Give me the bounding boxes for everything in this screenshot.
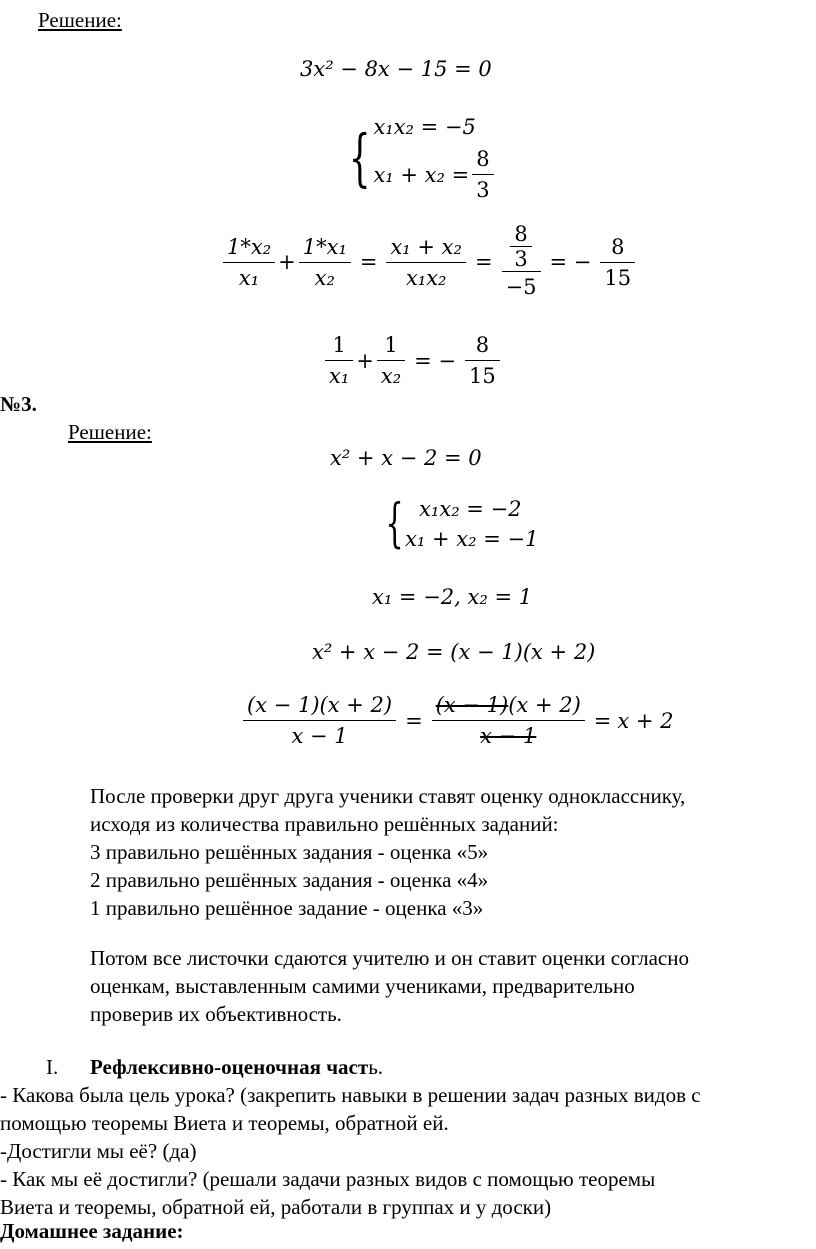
task3-equation: x² + x − 2 = 0 xyxy=(330,446,482,470)
task3-number: №3. xyxy=(0,392,37,416)
task2-system xyxy=(340,110,497,205)
result-frac1: $\frac{1}{\text{x₁}}$ xyxy=(325,330,353,391)
reflection-numeral: I. xyxy=(46,1055,59,1079)
teacher-paragraph: Потом все листочки сдаются учителю и он ставит оценки согласно оценкам, выставленным самими учениками, предварительно проверив их объективность. xyxy=(90,946,689,1026)
task2-expression: $\frac{\text{1*x₂}}{\text{x₁}}$ + $\frac{\text{1*x₁}}{\text{x₂}}$ = $\frac{\text{x₁ + x₂}}{\text{x₁x₂}}$ = $\frac{\frac{8}{3}}{-5}$ = − $\frac{8}{15}$ xyxy=(220,222,638,302)
task3-system xyxy=(378,494,538,554)
task2-system-line1: x₁x₂ = −5 xyxy=(373,115,476,139)
task3-roots: x₁ = −2, x₂ = 1 xyxy=(372,585,533,609)
task2-system-line2-left: x₁ + x₂ = xyxy=(373,162,470,187)
expr-frac4: $\frac{\frac{8}{3}}{-5}$ xyxy=(502,222,541,302)
task3-solution-label: Решение: xyxy=(68,420,152,444)
expr-frac2: $\frac{\text{1*x₁}}{\text{x₂}}$ xyxy=(299,232,351,293)
reflection-questions: - Какова была цель урока? (закрепить навыки в решении задач разных видов с помощью теоремы Виета и теоремы, обратной ей. -Достигли мы её? (да) - Как мы её достигли? (решали задачи разных видов с помощью теоремы Виета и теоремы, обратной ей, работали в группах и у доски) xyxy=(0,1083,701,1219)
task3-result: x + 2 xyxy=(617,708,674,733)
expr-frac1: $\frac{\text{1*x₂}}{\text{x₁}}$ xyxy=(223,232,275,293)
result-frac2: $\frac{1}{\text{x₂}}$ xyxy=(377,330,405,391)
task2-system-fraction: $\frac{8}{3}$ xyxy=(472,144,493,205)
task3-simplification: $\frac{(x - 1)(x + 2)}{x - 1}$ = $\frac{(x - 1)(x + 2)}{x - 1}$ = x + 2 xyxy=(240,690,674,751)
expr-frac5: $\frac{8}{15}$ xyxy=(600,232,635,293)
task3-frac1: $\frac{(x - 1)(x + 2)}{x - 1}$ xyxy=(243,690,396,751)
task3-frac2: $\frac{(x - 1)(x + 2)}{x - 1}$ xyxy=(432,690,585,751)
task3-system-line1: x₁x₂ = −2 xyxy=(419,497,522,521)
grading-paragraph: После проверки друг друга ученики ставят оценку однокласснику, исходя из количества правильно решённых заданий: 3 правильно решённых задания - оценка «5» 2 правильно решённых задания - оценка «4» 1 правильно решённое задание - оценка «3» xyxy=(90,784,686,920)
brace-icon: { xyxy=(385,494,404,554)
expr-frac3: $\frac{\text{x₁ + x₂}}{\text{x₁x₂}}$ xyxy=(386,232,465,293)
reflection-heading: Рефлексивно-оценочная часть. xyxy=(90,1055,384,1079)
homework-label: Домашнее задание: xyxy=(0,1219,184,1243)
task2-equation: 3x² − 8x − 15 = 0 xyxy=(300,57,492,81)
brace-icon: { xyxy=(348,120,371,194)
solution-label: Решение: xyxy=(38,8,122,32)
task2-result: $\frac{1}{\text{x₁}}$ + $\frac{1}{\text{x₂}}$ = − $\frac{8}{15}$ xyxy=(322,330,503,391)
task3-factorization: x² + x − 2 = (x − 1)(x + 2) xyxy=(312,640,596,664)
task3-system-line2: x₁ + x₂ = −1 xyxy=(405,527,539,551)
result-frac3: $\frac{8}{15}$ xyxy=(465,330,500,391)
